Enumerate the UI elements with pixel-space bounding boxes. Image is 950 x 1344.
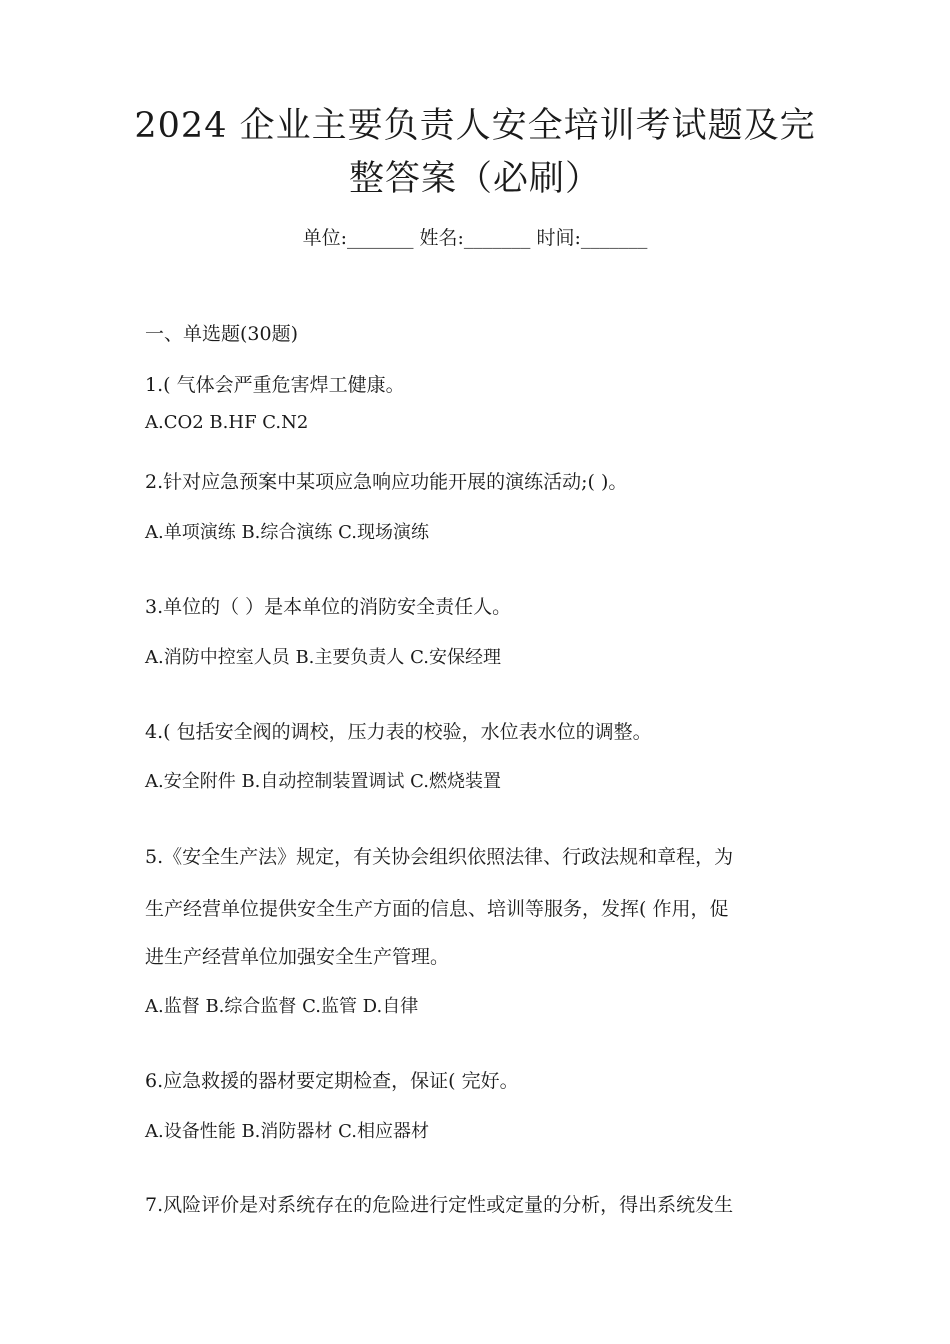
document-title-line-1: 2024 企业主要负责人安全培训考试题及完 — [134, 106, 816, 146]
question-4-options: A.安全附件 B.自动控制装置调试 C.燃烧装置 — [145, 771, 501, 792]
question-5-stem-line-3: 进生产经营单位加强安全生产管理。 — [145, 946, 450, 968]
document-title-line-2: 整答案（必刷） — [348, 159, 601, 199]
question-6-stem: 6.应急救援的器材要定期检查，保证( 完好。 — [145, 1070, 519, 1092]
question-3-stem: 3.单位的（ ）是本单位的消防安全责任人。 — [145, 596, 512, 618]
question-5-options: A.监督 B.综合监督 C.监管 D.自律 — [145, 996, 419, 1017]
question-7-stem: 7.风险评价是对系统存在的危险进行定性或定量的分析，得出系统发生 — [145, 1194, 734, 1216]
question-1-stem: 1.( 气体会严重危害焊工健康。 — [145, 374, 405, 396]
question-2-stem: 2.针对应急预案中某项应急响应功能开展的演练活动;( )。 — [145, 471, 628, 493]
section-heading: 一、单选题(30题) — [145, 323, 299, 345]
question-4-stem: 4.( 包括安全阀的调校，压力表的校验，水位表水位的调整。 — [145, 721, 652, 743]
info-fields-line: 单位:_______ 姓名:_______ 时间:_______ — [302, 227, 648, 249]
question-6-options: A.设备性能 B.消防器材 C.相应器材 — [145, 1121, 429, 1142]
question-3-options: A.消防中控室人员 B.主要负责人 C.安保经理 — [145, 647, 501, 668]
question-5-stem-line-2: 生产经营单位提供安全生产方面的信息、培训等服务，发挥( 作用，促 — [145, 898, 729, 920]
question-5-stem-line-1: 5.《安全生产法》规定，有关协会组织依照法律、行政法规和章程，为 — [145, 846, 734, 868]
question-1-options: A.CO2 B.HF C.N2 — [145, 412, 309, 433]
question-2-options: A.单项演练 B.综合演练 C.现场演练 — [145, 522, 429, 543]
